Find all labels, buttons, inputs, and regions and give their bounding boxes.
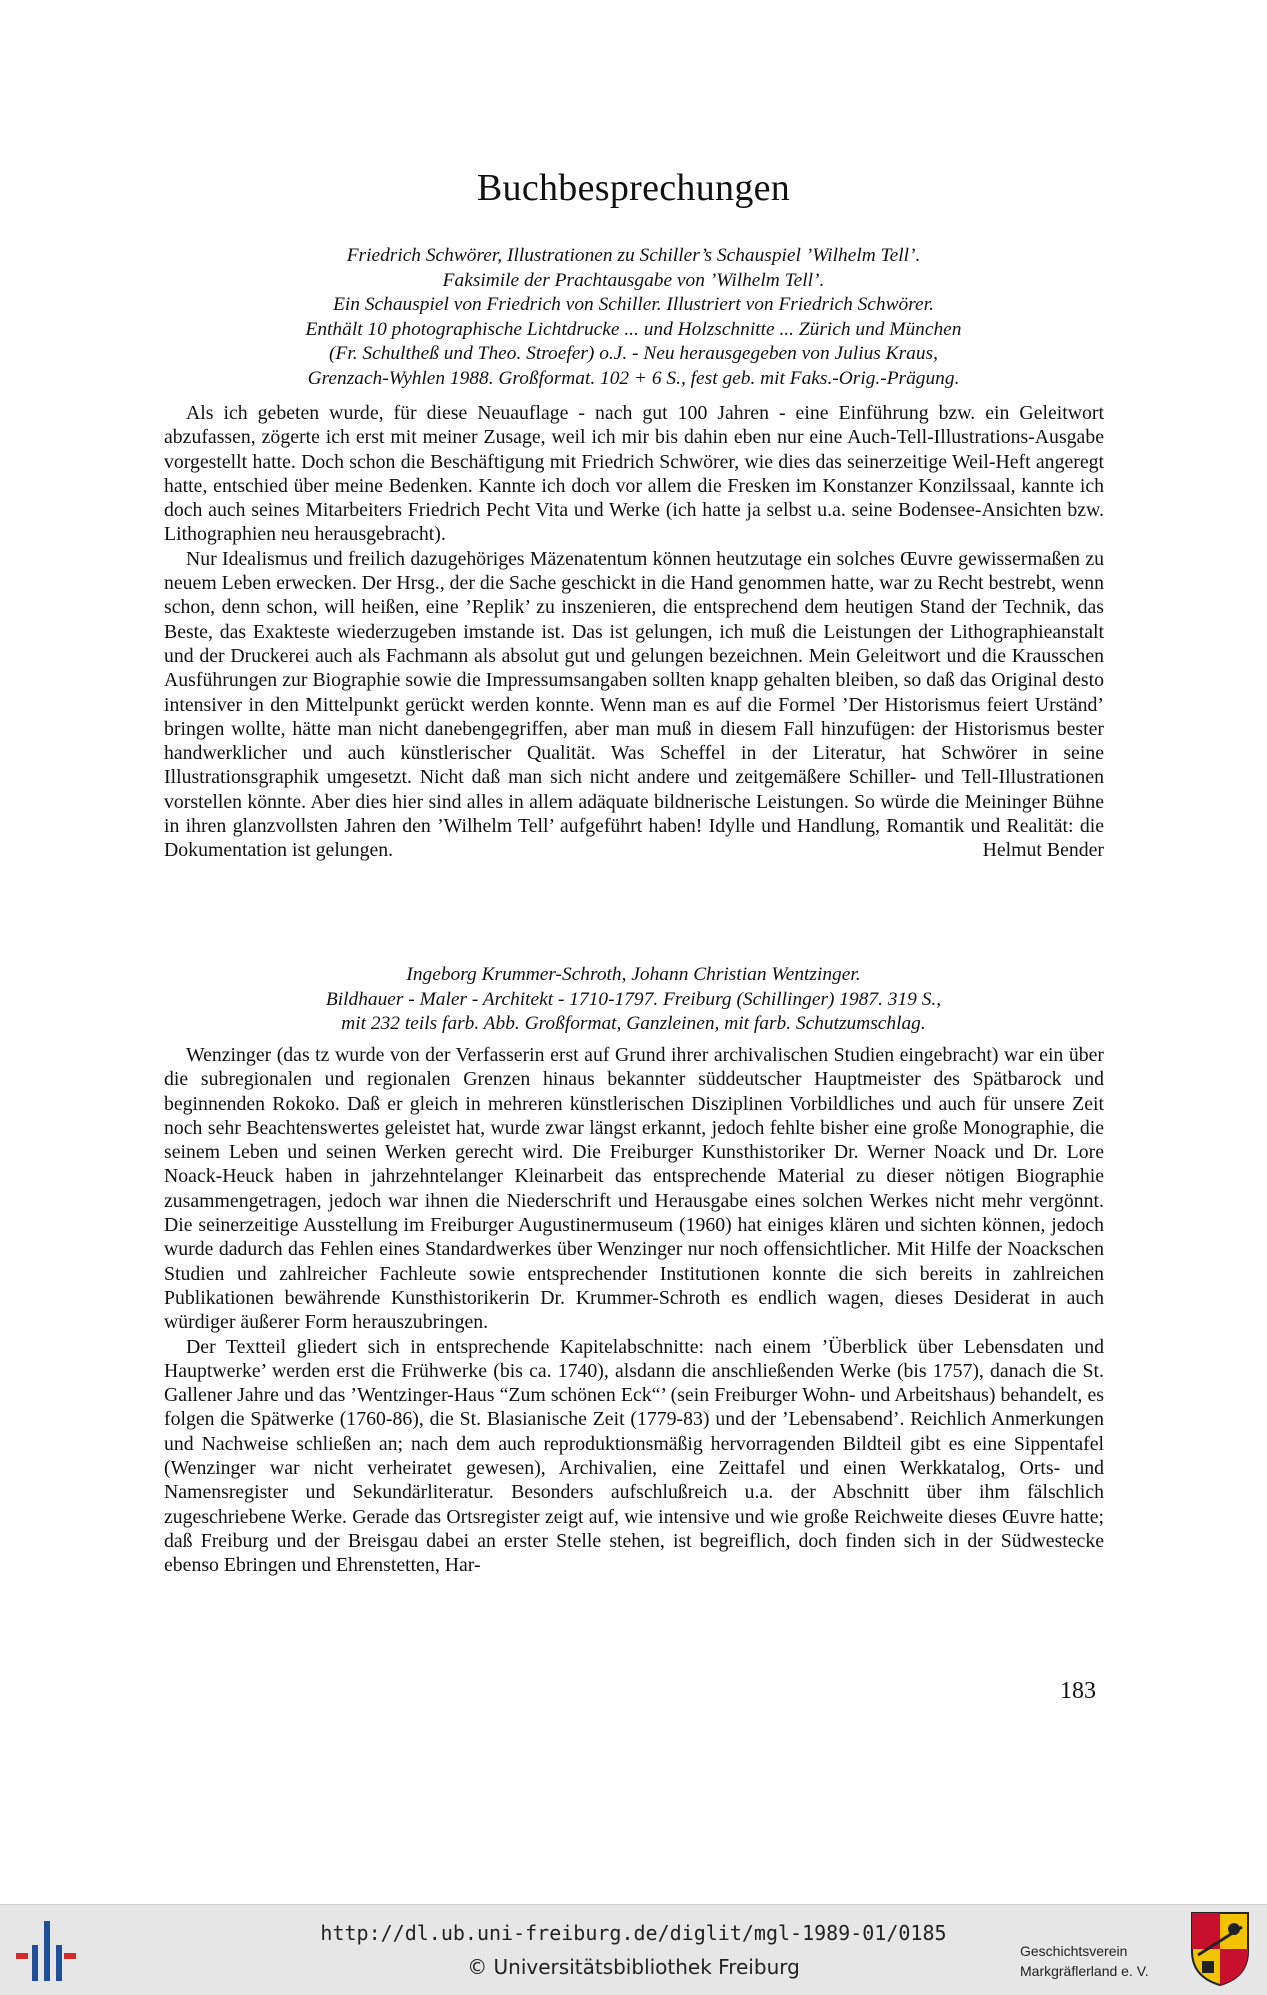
review2-bibliography: [160, 963, 1107, 1037]
viewer-footer: [0, 1904, 1267, 1995]
review-signature: Helmut Bender: [982, 839, 1104, 862]
paragraph: Der Textteil gliedert sich in entsprechende Kapitelabschnitte: nach einem ’Überblick über Lebensdaten und Hauptwerke’ werden erst die Frühwerke (bis ca. 1740), alsdann die anschließenden Werke (bis 1757), danach die St. Gallener Jahre und das ’Wentzinger-Haus “Zum schönen Eck“’ (sein Freiburger Wohn- und Arbeitshaus) behandelt, es folgen die Spätwerke (1760-86), die St. Blasianische Zeit (1779-83) und der ’Lebensabend’. Reichlich Anmerkungen und Nachweise schließen an; nach dem auch reproduktionsmäßig hervorragenden Bildteil gibt es eine Sippentafel (Wenzinger war nicht verheiratet gewesen), Archivalien, eine Zeittafel und einen Werkkatalog, Orts- und Namensregister und Sekundärliteratur. Besonders aufschlußreich u.a. der Abschnitt über ihm fälschlich zugeschriebene Werke. Gerade das Ortsregister zeigt auf, wie intensive und wie große Reichweite dieses Œuvre hatte; daß Freiburg und der Breisgau dabei an erster Stelle stehen, ist begreiflich, doch finden sich in der Südwestecke ebenso Ebringen und Ehrenstetten, Har-: [164, 1335, 1104, 1577]
coat-of-arms-icon: [1190, 1911, 1250, 1987]
review1-bibliography: [160, 244, 1107, 392]
paragraph: [164, 547, 1104, 863]
bib-line: Faksimile der Prachtausgabe von ’Wilhelm Tell’.: [442, 269, 825, 291]
society-line: Markgräflerland e. V.: [1020, 1963, 1149, 1979]
bib-line: Ein Schauspiel von Friedrich von Schiller. Illustriert von Friedrich Schwörer.: [333, 294, 934, 316]
bib-line: Enthält 10 photographische Lichtdrucke ... und Holzschnitte ... Zürich und München: [305, 318, 962, 340]
review1-text: [164, 401, 1104, 863]
society-line: Geschichtsverein: [1020, 1943, 1128, 1959]
copyright-link[interactable]: © Universitätsbibliothek Freiburg: [467, 1955, 800, 1979]
bib-line: (Fr. Schultheß und Theo. Stroefer) o.J. - Neu herausgegeben von Julius Kraus,: [329, 343, 938, 365]
page-title: Buchbesprechungen: [476, 167, 791, 209]
permalink-link[interactable]: http://dl.ub.uni-freiburg.de/diglit/mgl-1989-01/0185: [320, 1921, 947, 1945]
bib-line: Friedrich Schwörer, Illustrationen zu Schiller’s Schauspiel ’Wilhelm Tell’.: [346, 245, 921, 266]
bib-line: Grenzach-Wyhlen 1988. Großformat. 102 + 6 S., fest geb. mit Faks.-Orig.-Prägung.: [307, 367, 960, 389]
page-number: 183: [1060, 1678, 1096, 1704]
society-name: [1020, 1941, 1149, 1981]
bib-line: mit 232 teils farb. Abb. Großformat, Ganzleinen, mit farb. Schutzumschlag.: [341, 1013, 926, 1035]
bib-line: Bildhauer - Maler - Architekt - 1710-1797. Freiburg (Schillinger) 1987. 319 S.,: [325, 988, 942, 1010]
paragraph: Als ich gebeten wurde, für diese Neuauflage - nach gut 100 Jahren - eine Einführung bzw. ein Geleitwort abzufassen, zögerte ich erst mit meiner Zusage, weil ich mir bis dahin eben nur eine Auch-Tell-Illustrations-Ausgabe vorgestellt hatte. Doch schon die Beschäftigung mit Friedrich Schwörer, wie dies das seinerzeitige Weil-Heft angeregt hatte, entschied über meine Bedenken. Kannte ich doch vor allem die Fresken im Konstanzer Konzilssaal, kannte ich doch auch seines Mitarbeiters Friedrich Pecht Vita und Werke (ich hatte ja selbst u.a. seine Bodensee-Ansichten bzw. Lithographien neu herausgebracht).: [164, 402, 1104, 546]
bib-line: Ingeborg Krummer-Schroth, Johann Christian Wentzinger.: [406, 964, 861, 985]
review2-text: [164, 1043, 1104, 1578]
paragraph-text: Nur Idealismus und freilich dazugehöriges Mäzenatentum können heutzutage ein solches Œuvre gewissermaßen zu neuem Leben erwecken. Der Hrsg., der die Sache geschickt in die Hand genommen hatte, war zu Recht bestrebt, wenn schon, denn schon, will heißen, eine ’Replik’ zu inszenieren, die entsprechend dem heutigen Stand der Technik, das Beste, das Exakteste wiederzugeben imstande ist. Das ist gelungen, ich muß die Leistungen der Lithographieanstalt und der Druckerei auch als Fachmann als absolut gut und gelungen bezeichnen. Mein Geleitwort und die Krausschen Ausführungen zur Biographie sowie die Impressumsangaben sollten knapp gehalten bleiben, so daß das Original desto intensiver in den Mittelpunkt gerückt werden konnte. Wenn man es auf die Formel ’Der Historismus feiert Urständ’ bringen wollte, hätte man nicht danebengegriffen, aber man muß in diesem Fall hinzufügen: der Historismus bester handwerklicher und auch künstlerischer Qualität. Was Scheffel in der Literatur, hat Schwörer in seine Illustrationsgraphik umgesetzt. Nicht daß man sich nicht andere und zeitgemäßere Schiller- und Tell-Illustrationen vorstellen könnte. Aber dies hier sind alles in allem adäquate bildnerische Leistungen. So würde die Meininger Bühne in ihren glanzvollsten Jahren den ’Wilhelm Tell’ aufgeführt haben! Idylle und Handlung, Romantik und Realität: die Dokumentation ist gelungen.: [164, 547, 1104, 862]
paragraph: Wenzinger (das tz wurde von der Verfasserin erst auf Grund ihrer archivalischen Studien eingebracht) war ein über die subregionalen und regionalen Grenzen hinaus bekannter süddeutscher Hauptmeister des Spätbarock und beginnenden Rokoko. Daß er gleich in mehreren künstlerischen Disziplinen Vorbildliches und auch für unsere Zeit noch sehr Beachtenswertes geleistet hat, wurde zwar längst erkannt, jedoch fehlte bisher eine große Monographie, die seinem Leben und seinen Werken gerecht wird. Die Freiburger Kunsthistoriker Dr. Werner Noack und Dr. Lore Noack-Heuck haben in jahrzehntelanger Kleinarbeit das entsprechende Material zu dieser nötigen Biographie zusammengetragen, jedoch war ihnen die Niederschrift und Herausgabe eines solchen Werkes nicht mehr vergönnt. Die seinerzeitige Ausstellung im Freiburger Augustinermuseum (1960) hat einiges klären und sichten können, jedoch wurde dadurch das Fehlen eines Standardwerkes über Wenzinger nur noch offensichtlicher. Mit Hilfe der Noackschen Studien und zahlreicher Fachleute sowie entsprechender Institutionen konnte die sich bereits in zahlreichen Publikationen bewährende Kunsthistorikerin Dr. Krummer-Schroth es endlich wagen, dieses Desiderat in auch würdiger äußerer Form herauszubringen.: [164, 1044, 1104, 1334]
